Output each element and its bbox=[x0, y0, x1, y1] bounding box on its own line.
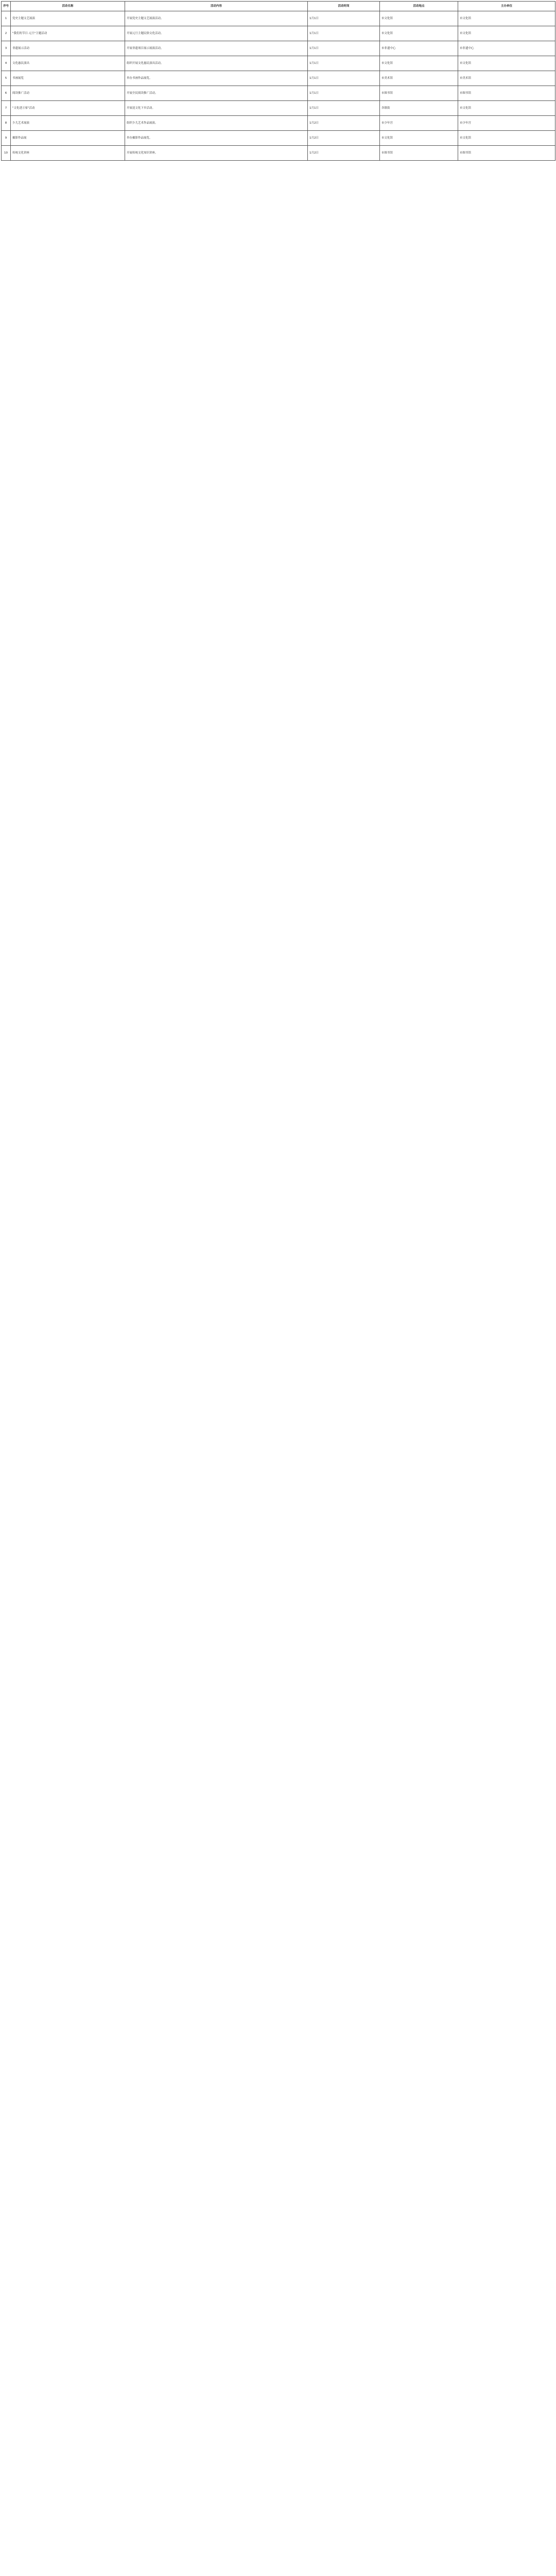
cell-unit: 市图书馆 bbox=[458, 146, 555, 161]
table-row bbox=[2, 56, 555, 71]
cell-content: 开展非遗项目展示展演活动。 bbox=[125, 41, 308, 56]
cell-content: 组织少儿艺术作品展演。 bbox=[125, 116, 308, 131]
table-row bbox=[2, 146, 555, 161]
table-body bbox=[2, 11, 555, 161]
cell-no: 1 bbox=[2, 11, 11, 26]
header-no: 序号 bbox=[2, 2, 11, 11]
cell-name: 非遗展示活动 bbox=[11, 41, 125, 56]
cell-name: 书画展览 bbox=[11, 71, 125, 86]
cell-content: 开展全民阅读推广活动。 bbox=[125, 86, 308, 101]
cell-unit: 市文化馆 bbox=[458, 101, 555, 116]
cell-date: 1月1日 bbox=[308, 71, 380, 86]
activity-table bbox=[1, 1, 555, 161]
cell-date: 1月1日 bbox=[308, 86, 380, 101]
header-date: 活动时间 bbox=[308, 2, 380, 11]
header-unit: 主办单位 bbox=[458, 2, 555, 11]
cell-content: 开展传统文化知识讲座。 bbox=[125, 146, 308, 161]
table-row bbox=[2, 26, 555, 41]
cell-no: 6 bbox=[2, 86, 11, 101]
cell-place: 市文化馆 bbox=[380, 56, 458, 71]
table-row bbox=[2, 41, 555, 56]
table-header-row bbox=[2, 2, 555, 11]
cell-date: 1月1日 bbox=[308, 101, 380, 116]
cell-place: 市少年宫 bbox=[380, 116, 458, 131]
cell-content: 组织开展文化惠民演出活动。 bbox=[125, 56, 308, 71]
cell-name: 阅读推广活动 bbox=[11, 86, 125, 101]
cell-unit: 市美术馆 bbox=[458, 71, 555, 86]
cell-place: 市美术馆 bbox=[380, 71, 458, 86]
cell-no: 2 bbox=[2, 26, 11, 41]
cell-name: "文化进万家"活动 bbox=[11, 101, 125, 116]
table-row bbox=[2, 86, 555, 101]
cell-content: 举办摄影作品展览。 bbox=[125, 131, 308, 146]
schedule-sheet bbox=[0, 0, 556, 162]
cell-place: 市非遗中心 bbox=[380, 41, 458, 56]
cell-name: "我们的节日·元旦"主题活动 bbox=[11, 26, 125, 41]
cell-unit: 市文化馆 bbox=[458, 56, 555, 71]
table-row bbox=[2, 11, 555, 26]
cell-no: 10 bbox=[2, 146, 11, 161]
cell-name: 文化惠民演出 bbox=[11, 56, 125, 71]
cell-name: 摄影作品展 bbox=[11, 131, 125, 146]
cell-name: 少儿艺术展演 bbox=[11, 116, 125, 131]
cell-no: 9 bbox=[2, 131, 11, 146]
table-row bbox=[2, 71, 555, 86]
cell-no: 4 bbox=[2, 56, 11, 71]
cell-no: 7 bbox=[2, 101, 11, 116]
cell-no: 8 bbox=[2, 116, 11, 131]
header-name: 活动名称 bbox=[11, 2, 125, 11]
table-row bbox=[2, 131, 555, 146]
cell-unit: 市文化馆 bbox=[458, 131, 555, 146]
cell-place: 市文化馆 bbox=[380, 11, 458, 26]
cell-date: 1月1日 bbox=[308, 41, 380, 56]
cell-date: 1月1日 bbox=[308, 56, 380, 71]
cell-place: 各镇街 bbox=[380, 101, 458, 116]
cell-no: 3 bbox=[2, 41, 11, 56]
cell-name: 传统文化讲座 bbox=[11, 146, 125, 161]
cell-content: 开展送文化下乡活动。 bbox=[125, 101, 308, 116]
cell-content: 开展党史主题文艺展演活动。 bbox=[125, 11, 308, 26]
cell-place: 市图书馆 bbox=[380, 86, 458, 101]
cell-no: 5 bbox=[2, 71, 11, 86]
cell-date: 1月2日 bbox=[308, 146, 380, 161]
cell-date: 1月2日 bbox=[308, 131, 380, 146]
cell-place: 市文化馆 bbox=[380, 26, 458, 41]
header-content: 活动内容 bbox=[125, 2, 308, 11]
cell-place: 市文化馆 bbox=[380, 131, 458, 146]
cell-content: 举办书画作品展览。 bbox=[125, 71, 308, 86]
cell-name: 党史主题文艺展演 bbox=[11, 11, 125, 26]
cell-date: 1月2日 bbox=[308, 116, 380, 131]
table-row bbox=[2, 101, 555, 116]
cell-unit: 市非遗中心 bbox=[458, 41, 555, 56]
cell-date: 1月1日 bbox=[308, 26, 380, 41]
header-place: 活动地点 bbox=[380, 2, 458, 11]
cell-content: 开展元旦主题民俗文化活动。 bbox=[125, 26, 308, 41]
cell-date: 1月1日 bbox=[308, 11, 380, 26]
table-row bbox=[2, 116, 555, 131]
cell-unit: 市文化馆 bbox=[458, 11, 555, 26]
cell-place: 市图书馆 bbox=[380, 146, 458, 161]
cell-unit: 市少年宫 bbox=[458, 116, 555, 131]
cell-unit: 市图书馆 bbox=[458, 86, 555, 101]
cell-unit: 市文化馆 bbox=[458, 26, 555, 41]
